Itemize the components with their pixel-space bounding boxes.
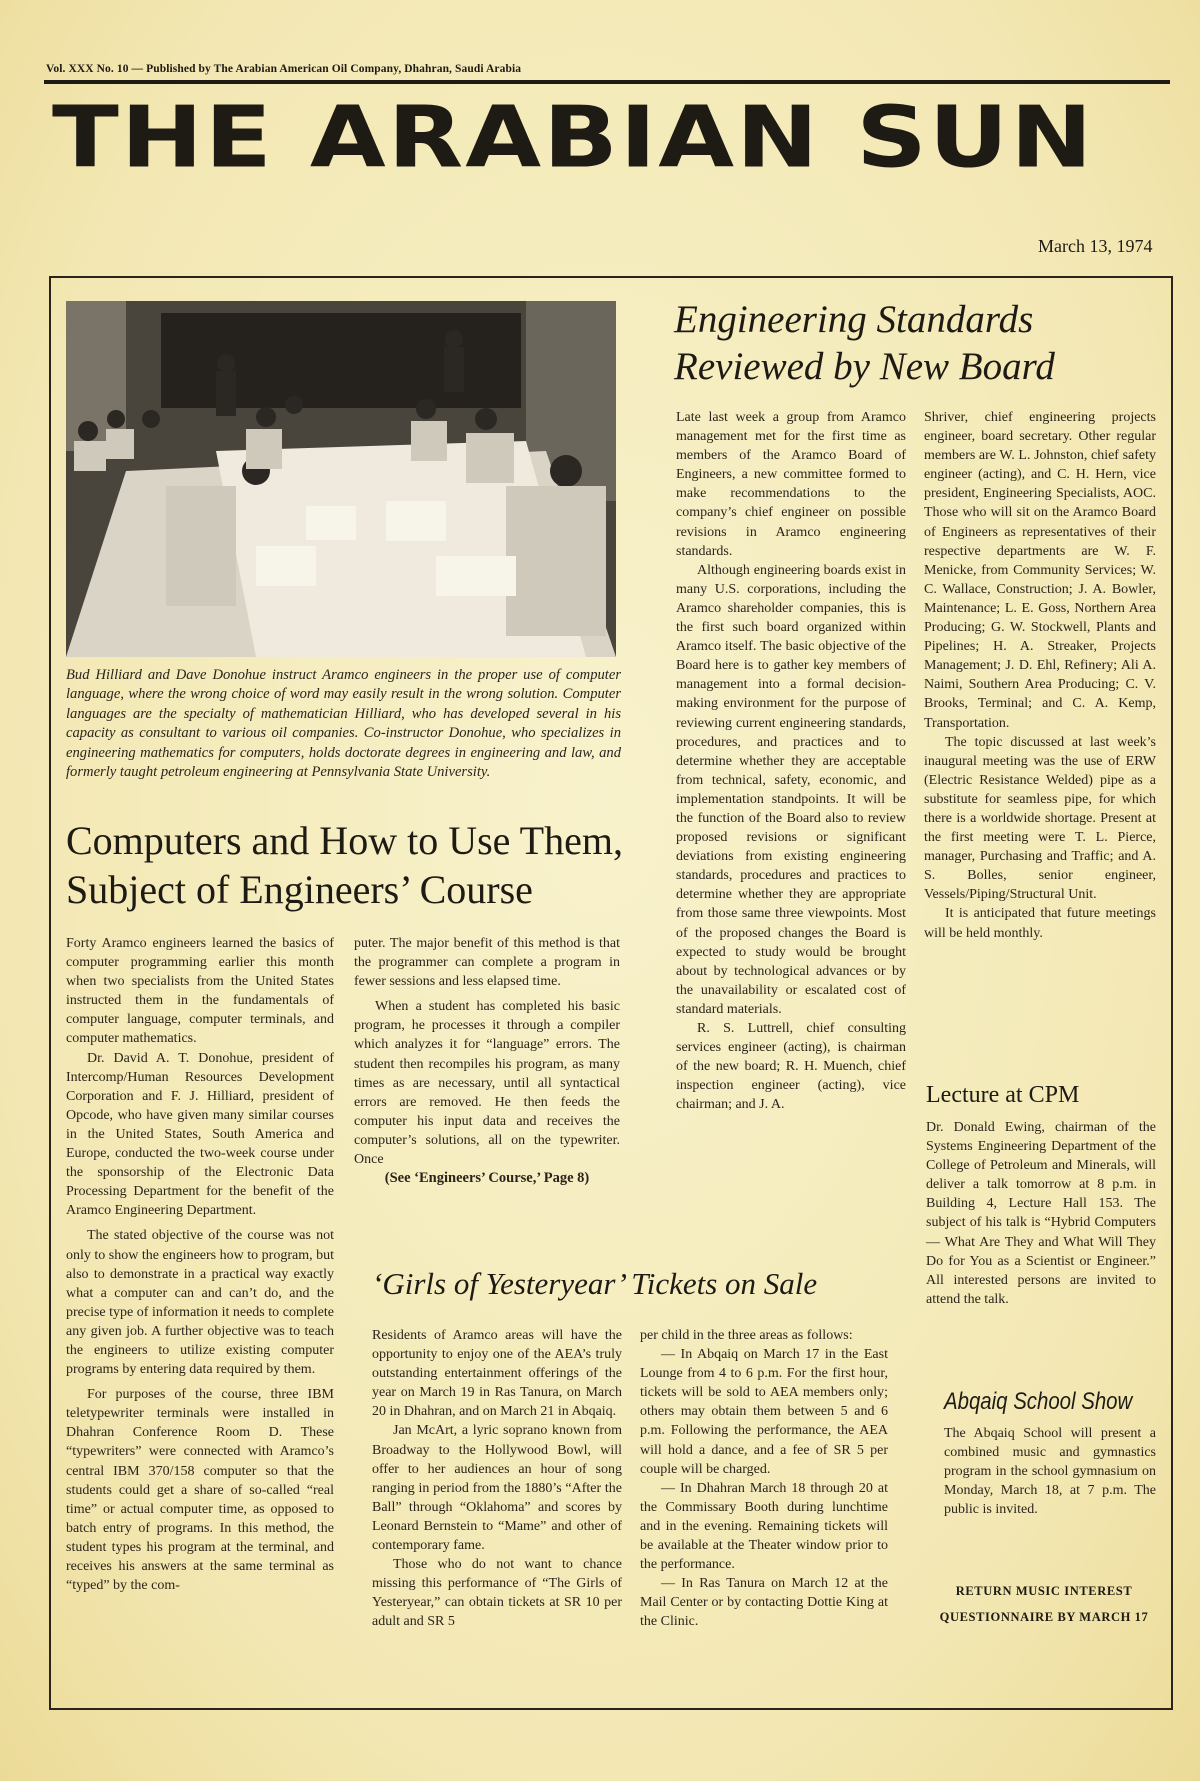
- paragraph: When a student has completed his basic program, he processes it through a compiler which analyzes it for “language” errors. The student then recompiles his program, as many times as are necessary, until all syntactical errors are removed. He then feeds the computer his input data and receives the computer’s solutions, all on the typewriter. Once: [354, 999, 620, 1168]
- photo-caption: Bud Hilliard and Dave Donohue instruct Aramco engineers in the proper use of computer language, where the wrong choice of word may easily result in the wrong solution. Computer languages are the specialty of mathematician Hilliard, who has developed several in his capacity as consultant to various oil companies. Co-instructor Donohue, who specializes in engineering mathematics for computers, holds doctorate degrees in engineering and law, and formerly taught petroleum engineering at Pennsylvania State University.: [66, 667, 621, 781]
- paragraph: Although engineering boards exist in many U.S. corporations, including the Aramco shareholder companies, this is the first such board organized within Aramco itself. The basic objective of the Board here is to gather key members of management into a formal decision-making environment for the purpose of reviewing current engineering standards, procedures, and practices and to determine whether they are acceptable from technical, safety, economic, and implementation standpoints. It will be the function of the Board also to review proposed revisions or significant deviations from existing engineering standards, procedures and practices to determine whether they are appropriate from those same three viewpoints. Most of the proposed changes the Board is expected to study would be brought about by technological advances or by the unavailability or escalated cost of standard materials.: [676, 562, 906, 1017]
- computers-col1: [66, 934, 334, 1595]
- standards-col2: [924, 408, 1156, 943]
- notice-line2: QUESTIONNAIRE BY MARCH 17: [939, 1610, 1149, 1624]
- paragraph: It is anticipated that future meetings will be held monthly.: [924, 906, 1156, 941]
- music-questionnaire-notice: [926, 1578, 1162, 1630]
- standards-headline-line1: Engineering Standards: [674, 298, 1034, 341]
- paragraph: — In Dhahran March 18 through 20 at the Commissary Booth during lunchtime and in the evening. Remaining tickets will be available at the Theater window prior to the performance.: [640, 1480, 888, 1573]
- issue-date: March 13, 1974: [1038, 236, 1153, 256]
- paragraph: For purposes of the course, three IBM teletypewriter terminals were installed in Dhahran Conference Room D. These “typewriters” were connected with Aramco’s central IBM 370/158 computer so that the students could get a share of so-called “real time” or actual computer time, as opposed to batch entry of programs. In this method, the student types his program at the terminal, and receives his answers at the same terminal as “typed” by the com-: [66, 1387, 334, 1594]
- paragraph: R. S. Luttrell, chief consulting services engineer (acting), is chairman of the new board; R. H. Muench, chief inspection engineer (acting), vice chairman; and J. A.: [676, 1021, 906, 1113]
- abqaiq-title: Abqaiq School Show: [944, 1388, 1133, 1415]
- lecture-title: Lecture at CPM: [926, 1082, 1080, 1108]
- nameplate: THE ARABIAN SUN: [52, 89, 1095, 188]
- girls-col1: [372, 1326, 622, 1632]
- notice-line1: RETURN MUSIC INTEREST: [955, 1584, 1133, 1598]
- classroom-photo-icon: [66, 301, 616, 657]
- paragraph: Those who do not want to chance missing this performance of “The Girls of Yesteryear,” can obtain tickets at SR 10 per adult and SR 5: [372, 1557, 622, 1630]
- computers-headline: [66, 816, 626, 914]
- paragraph: Dr. David A. T. Donohue, president of Intercomp/Human Resources Development Corporation and F. J. Hilliard, president of Opcode, who have given many similar courses in the United States, South America and Europe, conducted the two-week course under the sponsorship of the Electronic Data Processing Department for the benefit of the Aramco Engineering Department.: [66, 1050, 334, 1219]
- paragraph: per child in the three areas as follows:: [640, 1328, 853, 1343]
- lecture-body: [926, 1118, 1156, 1309]
- paragraph: — In Abqaiq on March 17 in the East Lounge from 4 to 6 p.m. For the first hour, tickets will be sold to AEA members only; others may obtain them between 5 and 6 p.m. Following the performance, the AEA will hold a dance, and a fee of SR 5 per couple will be charged.: [640, 1347, 888, 1477]
- paragraph: Shriver, chief engineering projects engineer, board secretary. Other regular members are W. L. Johnston, chief safety engineer (acting), and C. H. Hern, vice president, Engineering Specialists, AOC. Those who will sit on the Aramco Board of Engineers as representatives of their respective departments are W. F. Menicke, from Community Services; W. C. Wallace, Construction; J. A. Bowler, Maintenance; L. E. Goss, Northern Area Producing; G. W. Stockwell, Plants and Pipelines; H. A. Streaker, Projects Management; J. D. Ehl, Refinery; Ali A. Naimi, Southern Area Producing; C. V. Brooks, Terminal; and C. A. Kemp, Transportation.: [924, 410, 1156, 731]
- paragraph: Late last week a group from Aramco management met for the first time as members of the Aramco Board of Engineers, a new committee formed to make recommendations to the company’s chief engineer on possible revisions in Aramco engineering standards.: [676, 410, 906, 559]
- computers-headline-line2: Subject of Engineers’ Course: [66, 867, 533, 912]
- paragraph: The Abqaiq School will present a combined music and gymnastics program in the school gymnasium on Monday, March 18, at 7 p.m. The public is invited.: [944, 1426, 1156, 1518]
- paragraph: — In Ras Tanura on March 12 at the Mail Center or by contacting Dottie King at the Clinic.: [640, 1576, 888, 1630]
- paragraph: Residents of Aramco areas will have the opportunity to enjoy one of the AEA’s truly outstanding entertainment offerings of the year on March 19 in Ras Tanura, on March 20 in Dhahran, and on March 21 in Abqaiq.: [372, 1328, 622, 1420]
- paragraph: The stated objective of the course was not only to show the engineers how to program, but also to demonstrate in a practical way exactly what a computer can and can’t do, and the precise type of information it needs to complete any given job. A further objective was to teach the engineers to utilize existing computer programs by entering data required by them.: [66, 1228, 334, 1378]
- classroom-photo: [66, 301, 616, 657]
- volume-line: Vol. XXX No. 10 — Published by The Arabian American Oil Company, Dhahran, Saudi Arabia: [46, 63, 522, 75]
- continued-line[interactable]: (See ‘Engineers’ Course,’ Page 8): [384, 1170, 590, 1187]
- computers-col2: [354, 934, 620, 1188]
- computers-headline-line1: Computers and How to Use Them,: [66, 818, 623, 863]
- girls-headline: ‘Girls of Yesteryear’ Tickets on Sale: [372, 1266, 818, 1301]
- standards-headline: [674, 296, 1154, 390]
- masthead-rule: [44, 80, 1170, 84]
- paragraph: Dr. Donald Ewing, chairman of the Systems Engineering Department of the College of Petroleum and Minerals, will deliver a talk tomorrow at 8 p.m. in Building 4, Lecture Hall 153. The subject of his talk is “Hybrid Computers — What Are They and What Will They Do for You as a Scientist or Engineer.” All interested persons are invited to attend the talk.: [926, 1120, 1156, 1307]
- paragraph: puter. The major benefit of this method is that the programmer can complete a program in fewer sessions and less elapsed time.: [354, 936, 620, 990]
- paragraph: The topic discussed at last week’s inaugural meeting was the use of ERW (Electric Resistance Welded) pipe as a substitute for seamless pipe, for which there is a worldwide shortage. Present at the first meeting were T. L. Pierce, manager, Purchasing and Traffic; and A. S. Bolles, senior engineer, Vessels/Piping/Structural Unit.: [924, 734, 1156, 903]
- paragraph: Jan McArt, a lyric soprano known from Broadway to the Hollywood Bowl, will offer to her audiences an hour of song ranging in period from the 1880’s “After the Ball” through “Oklahoma” and scores by Leonard Bernstein to “Mame” and other of contemporary fame.: [372, 1423, 622, 1554]
- standards-headline-line2: Reviewed by New Board: [674, 345, 1055, 388]
- girls-col2: [640, 1326, 888, 1632]
- paragraph: Forty Aramco engineers learned the basics of computer programming earlier this month when two specialists from the United States instructed them in the fundamentals of computer language, computer terminals, and computer mathematics.: [66, 936, 334, 1047]
- standards-col1: [676, 408, 906, 1114]
- abqaiq-body: [944, 1424, 1156, 1519]
